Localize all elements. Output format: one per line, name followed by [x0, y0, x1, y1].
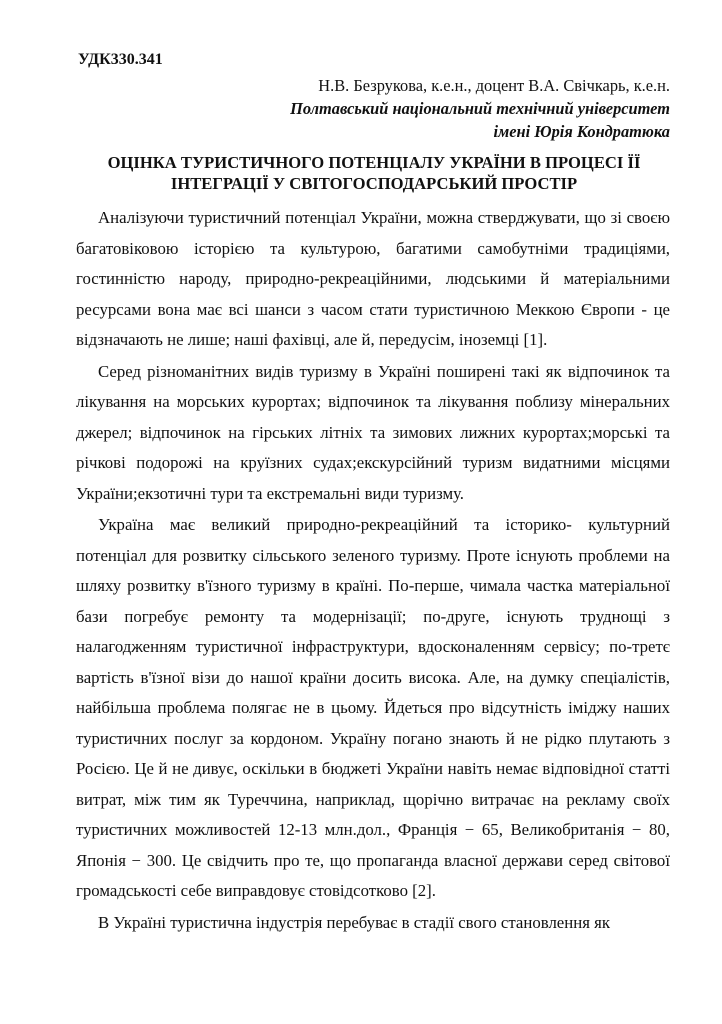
affiliation-line-2: імені Юрія Кондратюка [493, 122, 670, 141]
title-line-2: ІНТЕГРАЦІЇ У СВІТОГОСПОДАРСЬКИЙ ПРОСТІР [170, 174, 578, 193]
author-block [290, 74, 670, 143]
paragraph-2: Серед різноманітних видів туризму в Україні поширені такі як відпочинок та лікування на морських курортах; відпочинок та лікування поблизу мінеральних джерел; відпочинок на гірських літніх та зимових лижних курортах;морські та річкові подорожі на круїзних судах;екскурсійний туризм видатними місцями України;екзотичні тури та екстремальні види туризму. [76, 361, 670, 503]
title-line-1: ОЦІНКА ТУРИСТИЧНОГО ПОТЕНЦІАЛУ УКРАЇНИ В ПРОЦЕСІ ЇЇ [107, 153, 641, 172]
udc-code: УДК330.341 [78, 51, 163, 68]
affiliation-line-1: Полтавський національний технічний університет [290, 99, 670, 118]
author-line: Н.В. Безрукова, к.е.н., доцент В.А. Свічкарь, к.е.н. [318, 76, 670, 95]
article-body [76, 203, 670, 938]
paragraph-4: В Україні туристична індустрія перебуває в стадії свого становлення як [98, 912, 611, 932]
article-title [78, 152, 670, 194]
paragraph-3: Україна має великий природно-рекреаційний та історико- культурний потенціал для розвитку сільського зеленого туризму. Проте існують проблеми на шляху розвитку в'їзного туризму в країні. По-перше, чимала частка матеріальної бази погребує ремонту та модернізації; по-друге, існують труднощі з налагодженням туристичної інфраструктури, вдосконаленням сервісу; по-третє вартість в'їзної візи до нашої країни досить висока. Але, на думку спеціалістів, найбільша проблема полягає не в цьому. Йдеться про відсутність іміджу наших туристичних послуг за кордоном. Україну погано знають й не рідко плутають з Росією. Це й не дивує, оскільки в бюджеті України навіть немає відповідної статті витрат, між тим як Туреччина, наприклад, щорічно витрачає на рекламу своїх туристичних можливостей 12-13 млн.дол., Франція − 65, Великобританія − 80, Японія − 300. Це свідчить про те, що пропаганда власної держави серед світової громадськості себе виправдовує стовідсотково [2]. [76, 515, 670, 900]
paragraph-1: Аналізуючи туристичний потенціал України, можна стверджувати, що зі своєю багатовіковою історією та культурою, багатими самобутніми традиціями, гостинністю народу, природно-рекреаційними, людськими й матеріальними ресурсами вона має всі шанси з часом стати туристичною Меккою Європи - це відзначають не лише; наші фахівці, але й, передусім, іноземці [1]. [76, 208, 670, 349]
